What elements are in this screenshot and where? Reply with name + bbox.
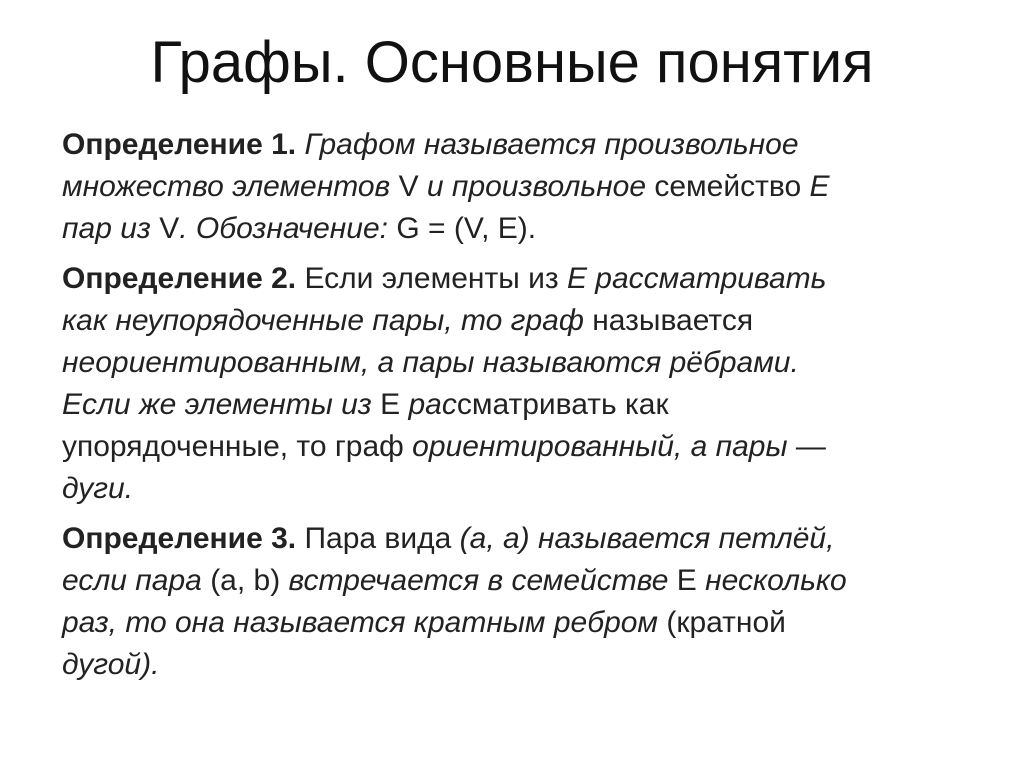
definition-text: Графом называется произвольное <box>296 128 799 161</box>
definition-line <box>62 208 962 250</box>
paragraph-gap <box>62 250 962 258</box>
definition-line <box>62 560 962 602</box>
definition-line <box>62 258 962 300</box>
definition-text: (a, b) <box>210 564 281 597</box>
definition-line <box>62 384 962 426</box>
definition-line <box>62 124 962 166</box>
definition-text: . Обозначение: <box>179 212 397 245</box>
definition-line <box>62 300 962 342</box>
definition-text: называется <box>592 304 754 337</box>
paragraph-gap <box>62 510 962 518</box>
definition-text: сматривать как <box>456 388 669 421</box>
definition-3 <box>62 518 962 686</box>
definition-text: дуги. <box>62 472 134 505</box>
definition-text: G = (V, E). <box>396 212 537 245</box>
definition-line <box>62 342 962 384</box>
definition-text: Пара вида <box>296 522 460 555</box>
definition-text: E рассматривать <box>566 262 827 295</box>
definition-text: неориентированным, а пары называются рёбрами. <box>62 346 799 379</box>
definition-text: V <box>159 212 180 245</box>
definition-label: Определение 1. <box>62 128 297 161</box>
definition-text: и произвольное <box>418 170 655 203</box>
definition-text: (кратной <box>666 606 786 639</box>
definition-line <box>62 468 962 510</box>
definition-line <box>62 426 962 468</box>
definition-text: упорядоченные, то граф <box>62 430 413 463</box>
definition-text: семейство <box>654 170 810 203</box>
definition-text: E <box>380 388 401 421</box>
definition-text: ориентированный, а пары <box>412 430 788 463</box>
definition-text: — <box>787 430 826 463</box>
definition-2 <box>62 258 962 510</box>
definition-text: E <box>676 564 697 597</box>
definition-text: дугой). <box>62 648 160 681</box>
definition-text: (a, a) называется петлёй, <box>459 522 835 555</box>
definition-1 <box>62 124 962 250</box>
definition-line <box>62 644 962 686</box>
definition-text: несколько <box>696 564 847 597</box>
definition-text: если пара <box>62 564 211 597</box>
definition-text: Если же элементы из <box>62 388 381 421</box>
slide-body <box>62 124 962 686</box>
definition-line <box>62 166 962 208</box>
slide-title: Графы. Основные понятия <box>150 30 874 95</box>
definition-line <box>62 602 962 644</box>
definition-text: E <box>809 170 830 203</box>
definition-label: Определение 3. <box>62 522 297 555</box>
definition-label: Определение 2. <box>62 262 297 295</box>
definition-text: рас <box>400 388 457 421</box>
definition-text: раз, то она называется кратным ребром <box>62 606 667 639</box>
definition-text: встречается в семействе <box>280 564 677 597</box>
definition-text: множество элементов <box>62 170 399 203</box>
definition-text: как неупорядоченные пары, то граф <box>62 304 593 337</box>
definition-text: V <box>398 170 419 203</box>
definition-line <box>62 518 962 560</box>
definition-text: Если элементы из <box>296 262 567 295</box>
definition-text: пар из <box>62 212 160 245</box>
